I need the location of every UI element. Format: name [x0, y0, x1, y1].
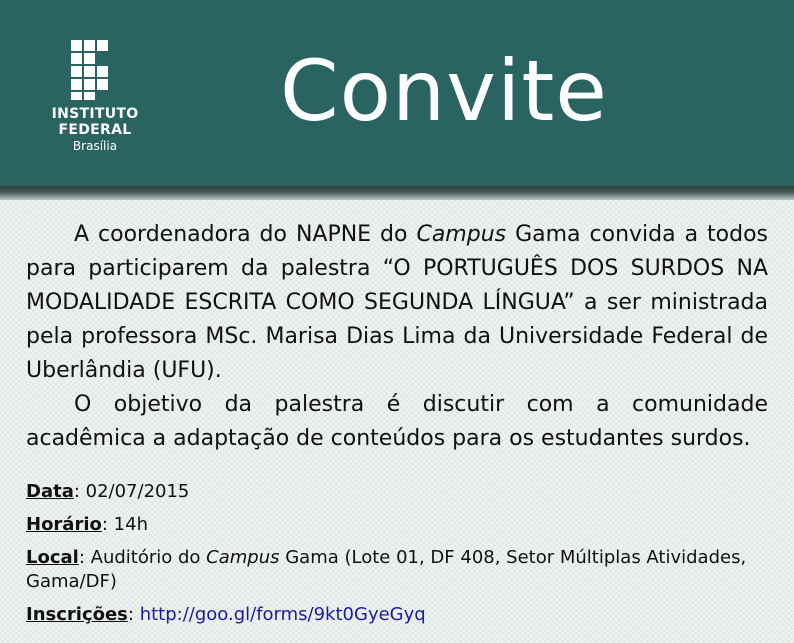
signup-label: Inscrições — [26, 604, 128, 625]
invitation-paragraph-2: O objetivo da palestra é discutir com a comunidade acadêmica a adaptação de conteúdos para os estudantes surdos. — [26, 392, 768, 451]
signup-link[interactable]: http://goo.gl/forms/9kt0GyeGyq — [139, 604, 426, 625]
logo-text — [40, 106, 150, 154]
place-label: Local — [26, 547, 79, 568]
instituto-federal-grid-logo-icon — [71, 40, 119, 100]
header-divider — [0, 186, 794, 200]
header-banner — [0, 0, 794, 186]
campus-italic: Campus — [416, 222, 507, 247]
event-details — [26, 480, 768, 636]
time-label: Horário — [26, 514, 102, 535]
date-label: Data — [26, 481, 74, 502]
date-value: 02/07/2015 — [85, 481, 190, 502]
invitation-text-part1: A coordenadora do NAPNE do — [74, 222, 417, 247]
place-campus-italic: Campus — [206, 547, 280, 568]
place-value-part1: Auditório do — [90, 547, 207, 568]
invitation-text-part2: Gama convida a todos para participarem da palestra “O PORTUGUÊS DOS SURDOS NA MODALIDADE ESCRITA COMO SEGUNDA LÍNGUA” a ser ministrada pela professora MSc. Marisa Dias Lima da Universidade Federal de Uberlândia (UFU). — [26, 222, 769, 383]
invitation-paragraph-1 — [26, 218, 768, 388]
place-row: Local: Auditório do Campus Gama (Lote 01, DF 408, Setor Múltiplas Atividades, Gama/DF) — [26, 547, 747, 592]
instituto-federal-logo — [40, 40, 150, 165]
logo-line-federal: FEDERAL — [58, 122, 132, 138]
signup-row: Inscrições: http://goo.gl/forms/9kt0GyeGyq — [26, 604, 426, 625]
logo-line-brasilia: Brasília — [72, 139, 118, 153]
invitation-text — [26, 218, 768, 456]
place-value-part2: Gama (Lote 01, DF 408, Setor Múltiplas Atividades, Gama/DF) — [26, 547, 747, 592]
page-title: Convite — [280, 42, 608, 140]
date-row: Data: 02/07/2015 — [26, 481, 190, 502]
logo-line-instituto: INSTITUTO — [51, 106, 139, 122]
time-value: 14h — [113, 514, 148, 535]
time-row: Horário: 14h — [26, 514, 148, 535]
